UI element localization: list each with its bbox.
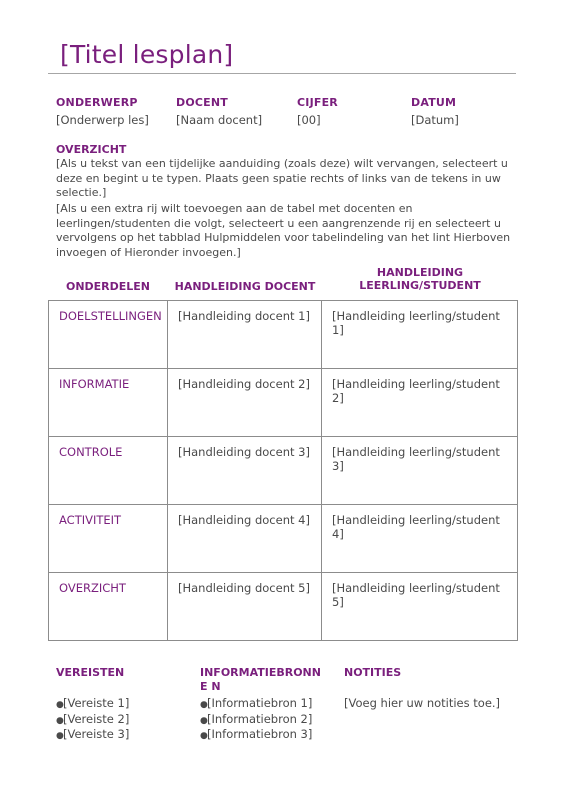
table-row [49, 369, 518, 437]
student-cell[interactable]: [Handleiding leerling/student 3] [322, 437, 518, 505]
teacher-value[interactable]: [Naam docent] [176, 113, 263, 127]
bullet-icon: ● [56, 731, 64, 741]
teacher-cell[interactable]: [Handleiding docent 2] [168, 369, 322, 437]
student-cell[interactable]: [Handleiding leerling/student 4] [322, 505, 518, 573]
bullet-icon: ● [56, 715, 64, 726]
prerequisites-heading: VEREISTEN [56, 666, 125, 679]
bullet-icon: ● [200, 700, 208, 710]
part-cell[interactable]: CONTROLE [49, 437, 168, 505]
notes-text[interactable]: [Voeg hier uw notities toe.] [344, 696, 501, 710]
subject-value[interactable]: [Onderwerp les] [56, 113, 149, 127]
part-cell[interactable]: ACTIVITEIT [49, 505, 168, 573]
student-cell[interactable]: [Handleiding leerling/student 2] [322, 369, 518, 437]
table-row [49, 573, 518, 641]
overview-heading: OVERZICHT [56, 143, 127, 156]
student-cell[interactable]: [Handleiding leerling/student 1] [322, 301, 518, 369]
teacher-cell[interactable]: [Handleiding docent 4] [168, 505, 322, 573]
column-header-teacher: HANDLEIDING DOCENT [174, 280, 316, 293]
part-cell[interactable]: DOELSTELLINGEN [49, 301, 168, 369]
grade-value[interactable]: [00] [297, 113, 321, 127]
table-row [49, 437, 518, 505]
teacher-cell[interactable]: [Handleiding docent 3] [168, 437, 322, 505]
teacher-cell[interactable]: [Handleiding docent 1] [168, 301, 322, 369]
title-divider [48, 73, 516, 74]
information-sources-list [200, 696, 312, 743]
lesson-table [48, 300, 518, 641]
list-item[interactable]: ●[Informatiebron 1] [200, 696, 312, 712]
list-item[interactable]: ●[Vereiste 3] [56, 727, 129, 743]
part-cell[interactable]: INFORMATIE [49, 369, 168, 437]
table-row [49, 301, 518, 369]
teacher-cell[interactable]: [Handleiding docent 5] [168, 573, 322, 641]
date-label: DATUM [411, 96, 457, 109]
column-header-student: HANDLEIDING LEERLING/STUDENT [359, 266, 481, 292]
bullet-icon: ● [200, 731, 208, 741]
table-row [49, 505, 518, 573]
student-cell[interactable]: [Handleiding leerling/student 5] [322, 573, 518, 641]
list-item[interactable]: ●[Vereiste 1] [56, 696, 129, 712]
teacher-label: DOCENT [176, 96, 228, 109]
list-item[interactable]: ●[Informatiebron 3] [200, 727, 312, 743]
list-item[interactable]: ●[Vereiste 2] [56, 712, 129, 728]
information-sources-heading: INFORMATIEBRONNE N [200, 666, 321, 693]
date-value[interactable]: [Datum] [411, 113, 459, 127]
part-cell[interactable]: OVERZICHT [49, 573, 168, 641]
column-header-parts: ONDERDELEN [65, 280, 151, 293]
list-item[interactable]: ●[Informatiebron 2] [200, 712, 312, 728]
overview-paragraph-1[interactable]: [Als u tekst van een tijdelijke aanduiding (zoals deze) wilt vervangen, selecteert u deze en begint u te typen. Plaats geen spatie rechts of links van de tekens in uw selectie.] [56, 157, 508, 199]
lesson-plan-title: [Titel lesplan] [60, 40, 234, 69]
prerequisites-list [56, 696, 129, 743]
bullet-icon: ● [200, 715, 208, 726]
bullet-icon: ● [56, 700, 64, 710]
notes-heading: NOTITIES [344, 666, 402, 679]
subject-label: ONDERWERP [56, 96, 138, 109]
overview-paragraph-2[interactable]: [Als u een extra rij wilt toevoegen aan de tabel met docenten en leerlingen/studenten die volgt, selecteert u een aangrenzende rij en selecteert u vervolgens op het tabblad Hulpmiddelen voor tabelindeling van het lint Hierboven invoegen of Hieronder invoegen.] [56, 202, 511, 259]
grade-label: CIJFER [297, 96, 338, 109]
